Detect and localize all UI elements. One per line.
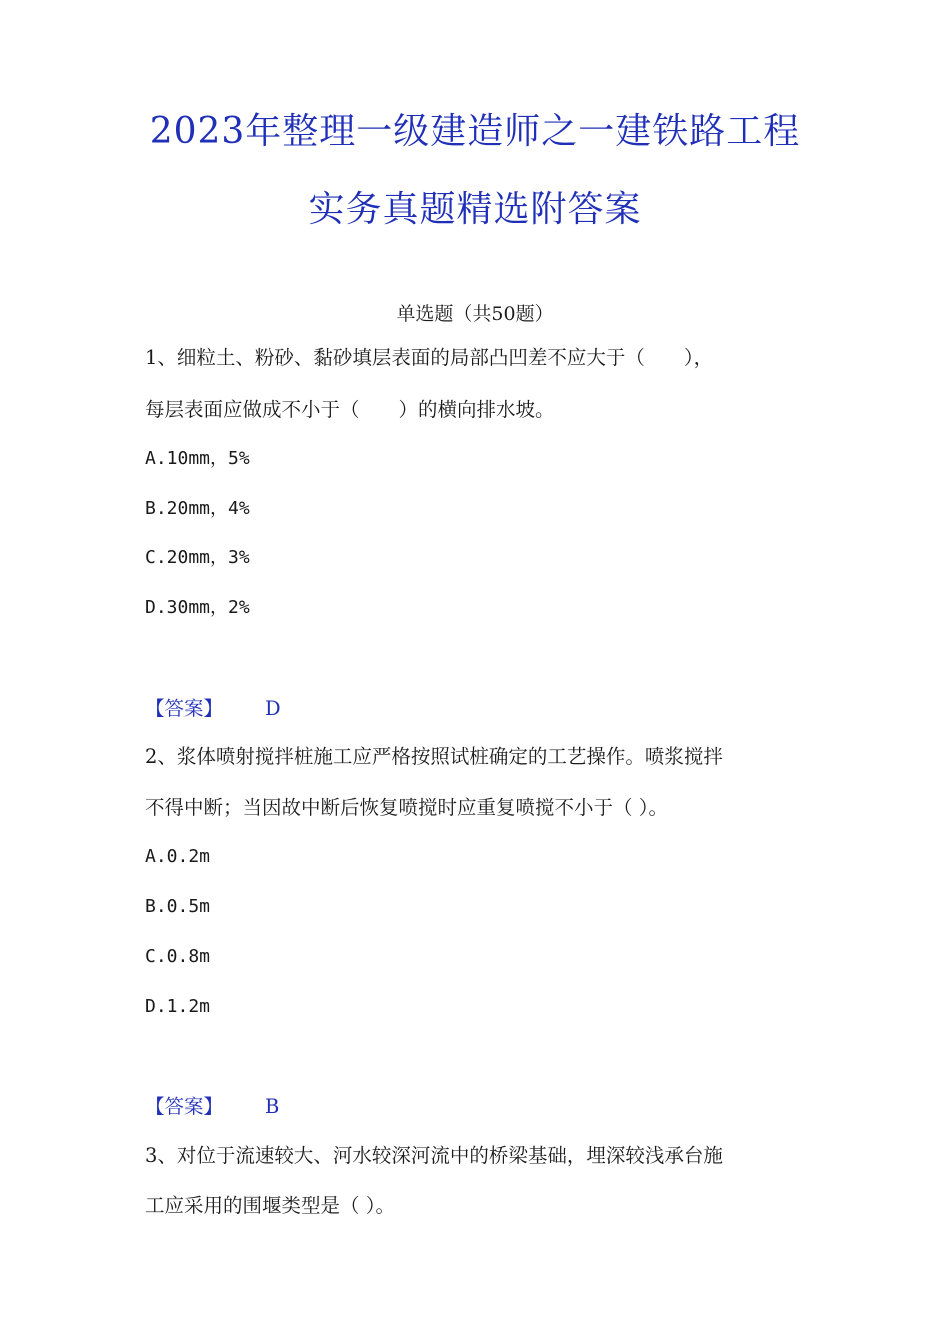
section-heading: 单选题（共50题） [396, 303, 554, 325]
answer-label: 【答案】 [145, 1095, 224, 1118]
question-1-option-d: D.30mm，2% [145, 597, 250, 618]
answer-label: 【答案】 [145, 697, 224, 720]
question-1-option-c: C.20mm，3% [145, 547, 250, 568]
question-1-answer [145, 699, 281, 719]
question-3-stem-line-1: 3、对位于流速较大、河水较深河流中的桥梁基础，埋深较浅承台施 [145, 1144, 723, 1167]
question-2-stem-line-1: 2、浆体喷射搅拌桩施工应严格按照试桩确定的工艺操作。喷浆搅拌 [145, 745, 723, 768]
question-2-option-b: B.0.5m [145, 896, 211, 917]
question-3-stem-line-2: 工应采用的围堰类型是（ ）。 [145, 1194, 395, 1217]
question-2-option-a: A.0.2m [145, 846, 211, 867]
question-2-answer [145, 1097, 279, 1117]
answer-value: D [265, 697, 281, 720]
document-title-line-2: 实务真题精选附答案 [308, 189, 642, 230]
question-1-option-b: B.20mm，4% [145, 498, 250, 519]
question-1-option-a: A.10mm，5% [145, 448, 250, 469]
question-2-option-c: C.0.8m [145, 946, 211, 967]
document-title-line-1: 2023年整理一级建造师之一建铁路工程 [149, 111, 801, 152]
question-1-stem-line-2: 每层表面应做成不小于（ ）的横向排水坡。 [145, 398, 555, 421]
question-2-stem-line-2: 不得中断；当因故中断后恢复喷搅时应重复喷搅不小于（ ）。 [145, 796, 668, 819]
question-2-option-d: D.1.2m [145, 996, 211, 1017]
question-1-stem-line-1: 1、细粒土、粉砂、黏砂填层表面的局部凸凹差不应大于（ ）， [145, 346, 714, 369]
answer-value: B [265, 1095, 280, 1118]
